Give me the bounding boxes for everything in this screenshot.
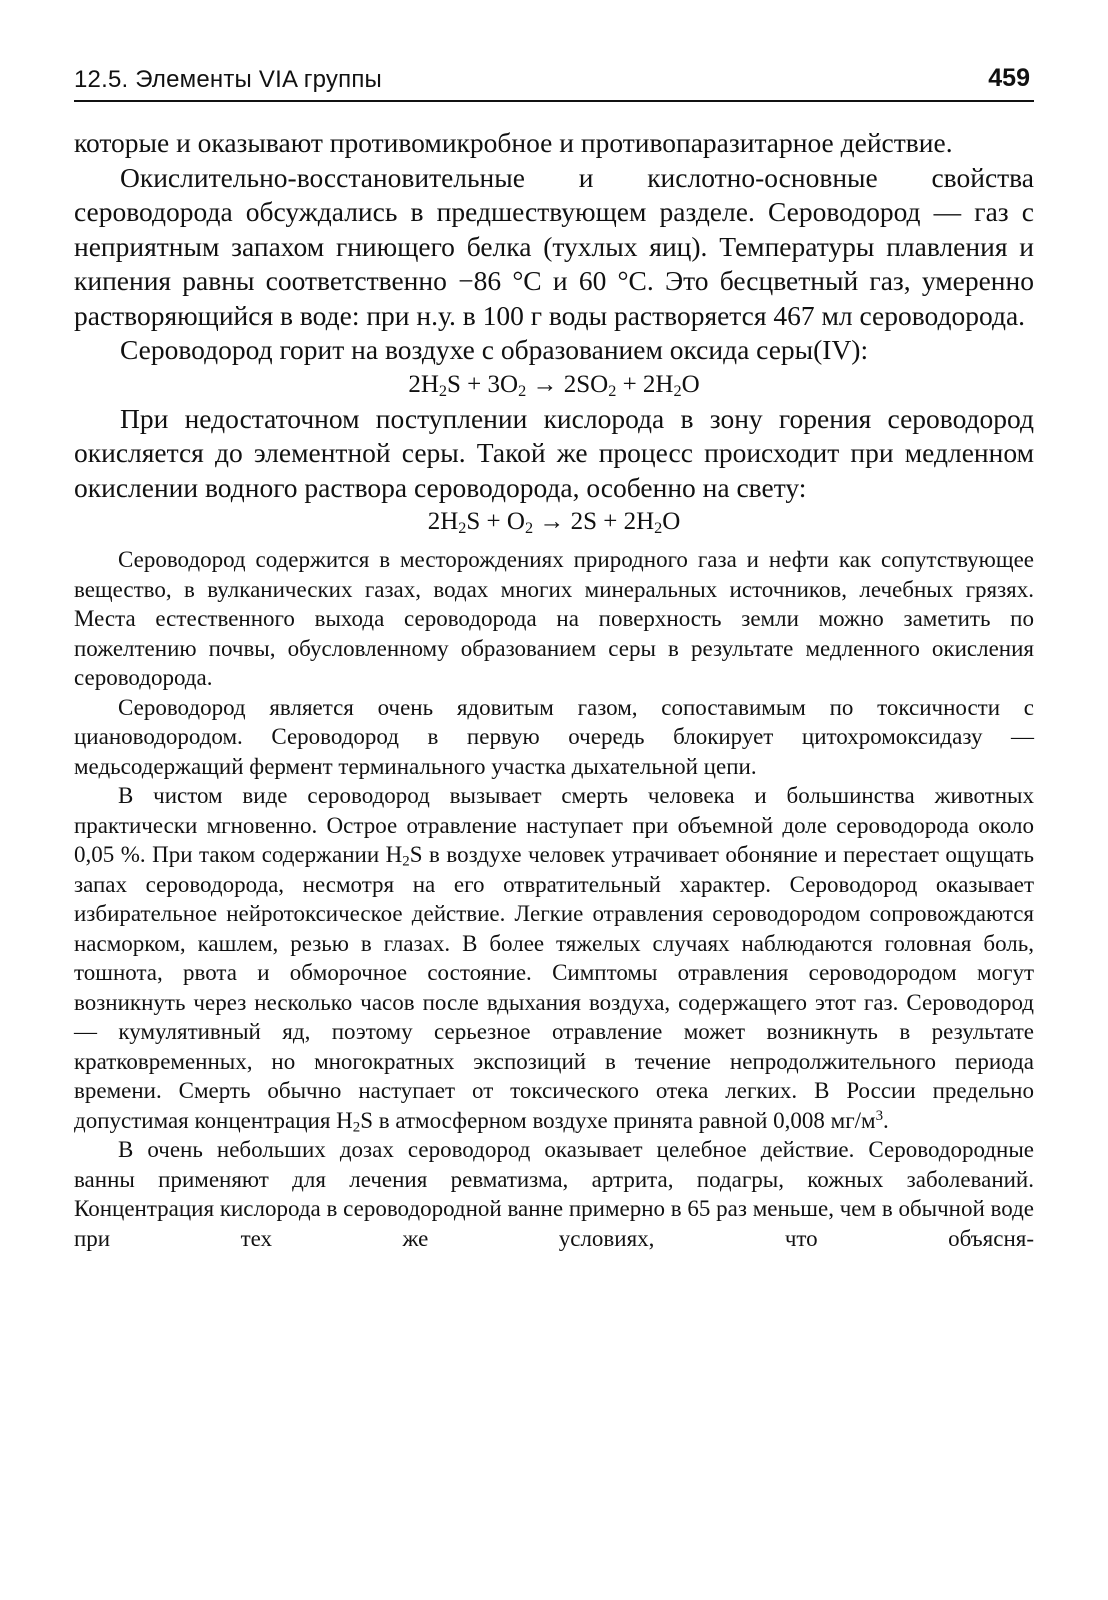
paragraph-properties: Окислительно-восстановительные и кислотно-основные свойства сероводорода обсуждались в предшествующем разделе. Сероводород — газ с неприятным запахом гниющего белка (тухлых яиц). Температуры плавления и кипения равны соответственно −86 °С и 60 °С. Это бесцветный газ, умеренно растворяющийся в воде: при н.у. в 100 г воды растворяется 467 мл сероводорода. (74, 161, 1034, 331)
paragraph-toxicity: Сероводород является очень ядовитым газом, сопоставимым по токсичности с циановодородом. Сероводород в первую очередь блокирует цитохромоксидазу — медьсодержащий фермент терминального участка дыхательной цепи. (74, 694, 1034, 779)
paragraph-oxidation: При недостаточном поступлении кислорода в зону горения сероводород окисляется до элементной серы. Такой же процесс происходит при медленном окислении водного раствора сероводорода, особенно на свету: (74, 402, 1034, 503)
equation-combustion: $2H_2S + 3O_2 \to 2SO_2 + 2H_2O$ (408, 370, 700, 400)
equation-oxidation: $2H_2S + O_2 \to 2S + 2H_2O$ (427, 508, 681, 538)
reaction-arrow: → (533, 508, 571, 535)
page-body (74, 126, 1034, 1253)
running-header (74, 64, 1034, 102)
paragraph-poisoning: В чистом виде сероводород вызывает смерть человека и большинства животных практически мгновенно. Острое отравление наступает при объемной доле сероводорода около 0,05 %. При таком содержании $H_2S$ в воздухе человек утрачивает обоняние и перестает ощущать запах сероводорода, несмотря на его отвратительный характер. Сероводород оказывает избирательное нейротоксическое действие. Легкие отравления сероводородом сопровождаются насморком, кашлем, резью в глазах. В более тяжелых случаях наблюдаются головная боль, тошнота, рвота и обморочное состояние. Симптомы отравления сероводородом могут возникнуть через несколько часов после вдыхания воздуха, содержащего этот газ. Сероводород — кумулятивный яд, поэтому серьезное отравление может возникнуть в результате кратковременных, но многократных экспозиций в течение непродолжительного периода времени. Смерть обычно наступает от токсического отека легких. В России предельно допустимая концентрация $H_2S$ в атмосферном воздухе принята равной 0,008 $мг/м^3$. (74, 783, 1034, 1136)
section-title: 12.5. Элементы VIA группы (74, 66, 382, 93)
page-number: 459 (988, 64, 1030, 92)
reaction-arrow: → (526, 370, 564, 398)
paragraph-therapeutic: В очень небольших дозах сероводород оказывает целебное действие. Сероводородные ванны применяют для лечения ревматизма, артрита, подагры, кожных заболеваний. Концентрация кислорода в сероводородной ванне примерно в 65 раз меньше, чем в обычной воде при тех же условиях, что объясня- (74, 1137, 1034, 1251)
paragraph-continuation: которые и оказывают противомикробное и противопаразитарное действие. (74, 127, 953, 158)
paragraph-occurrence: Сероводород содержится в месторождениях природного газа и нефти как сопутствующее вещество, в вулканических газах, водах многих минеральных источников, лечебных грязях. Места естественного выхода сероводорода на поверхность земли можно заметить по пожелтению почвы, обусловленному образованием серы в результате медленного окисления сероводорода. (74, 547, 1034, 690)
paragraph-combustion: Сероводород горит на воздухе с образованием оксида серы(IV): (120, 334, 869, 365)
